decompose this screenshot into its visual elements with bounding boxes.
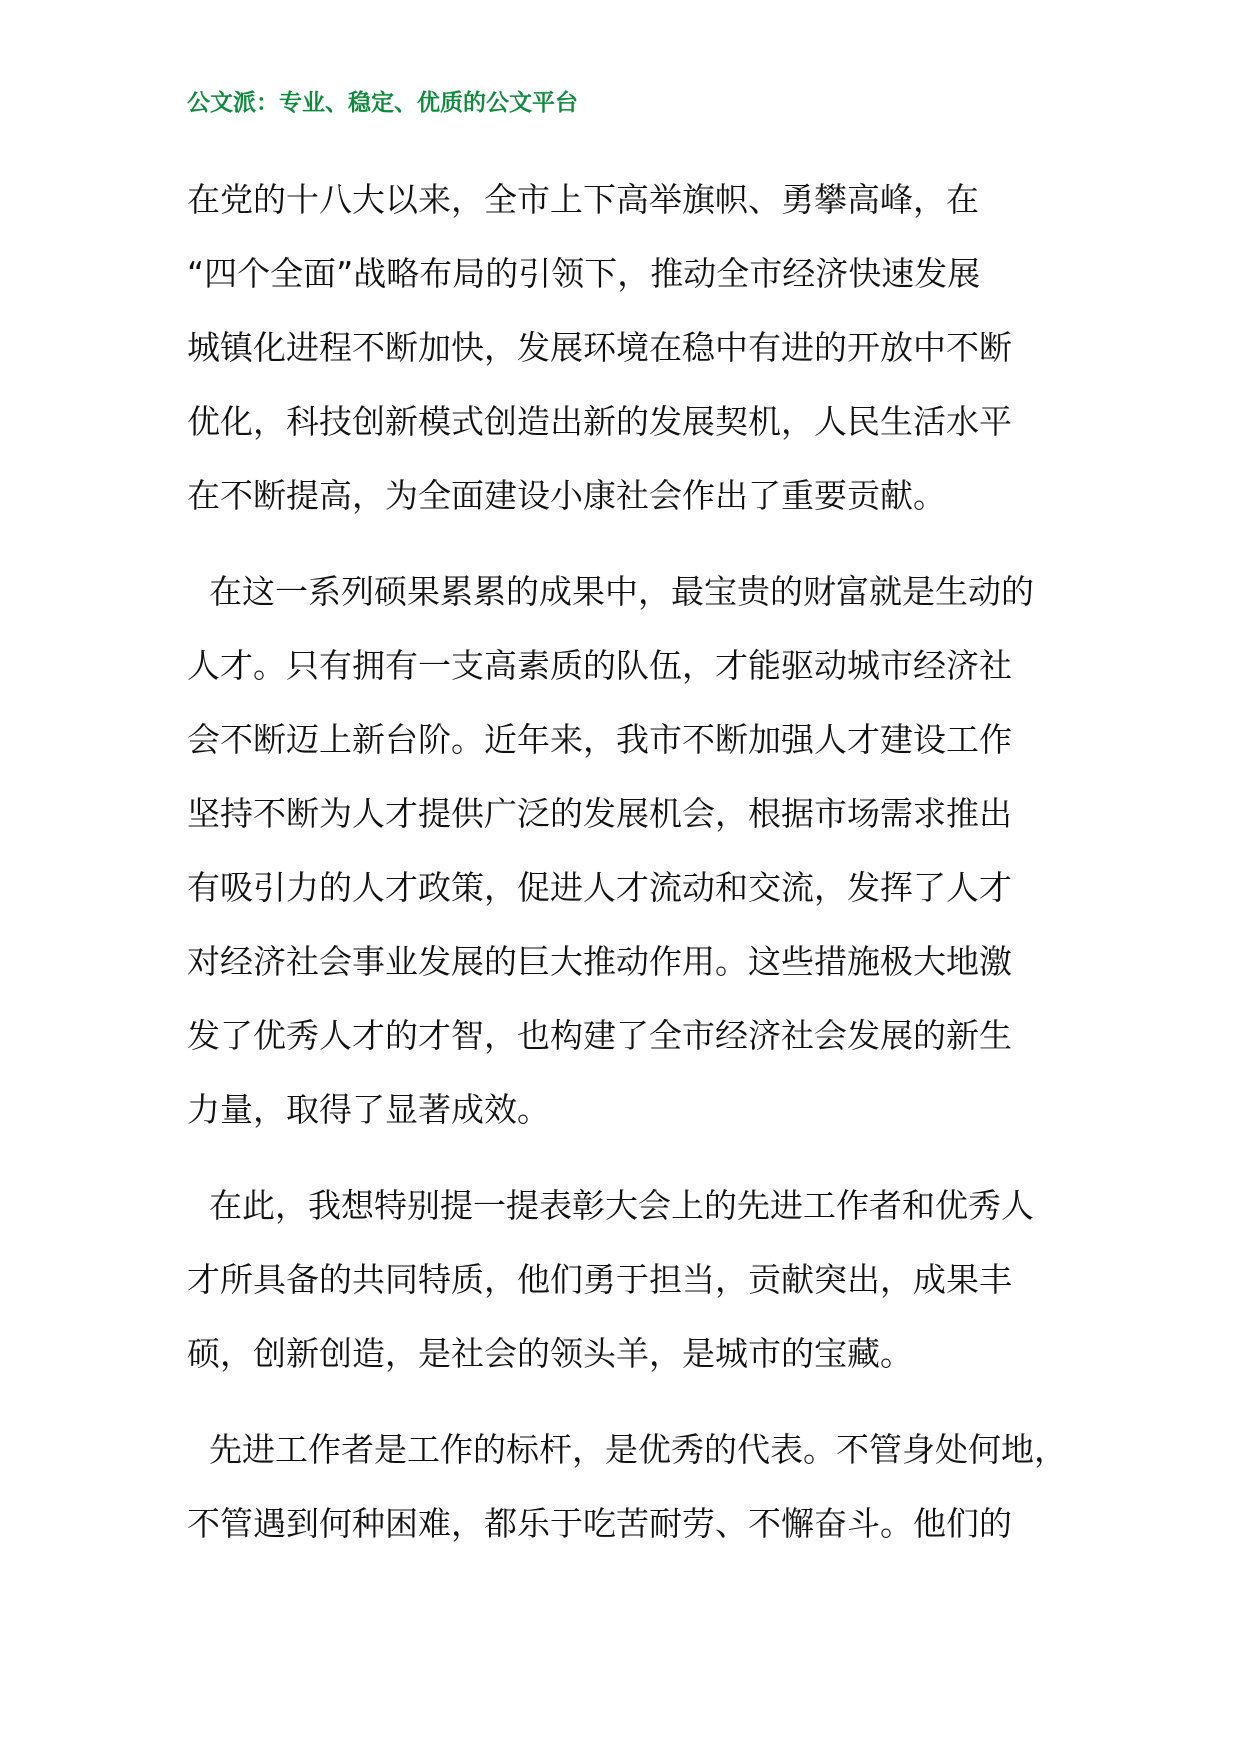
text-line: 不管遇到何种困难，都乐于吃苦耐劳、不懈奋斗。他们的: [187, 1504, 1012, 1543]
header-title: 公文派：专业、稳定、优质的公文平台: [187, 90, 578, 116]
text-line: 会不断迈上新台阶。近年来，我市不断加强人才建设工作: [187, 720, 1012, 759]
text-line: 在这一系列硕果累累的成果中，最宝贵的财富就是生动的: [209, 572, 1034, 611]
text-line: 有吸引力的人才政策，促进人才流动和交流，发挥了人才: [187, 868, 1012, 907]
text-line: 坚持不断为人才提供广泛的发展机会，根据市场需求推出: [187, 794, 1012, 833]
text-line: 城镇化进程不断加快，发展环境在稳中有进的开放中不断: [187, 328, 1012, 367]
paragraph: [187, 163, 1067, 533]
text-line: 硕，创新创造，是社会的领头羊，是城市的宝藏。: [187, 1334, 913, 1373]
document-body: [187, 163, 1067, 1561]
text-line: 人才。只有拥有一支高素质的队伍，才能驱动城市经济社: [187, 646, 1012, 685]
text-line: 力量，取得了显著成效。: [187, 1090, 550, 1129]
text-line: 先进工作者是工作的标杆，是优秀的代表。不管身处何地，: [209, 1430, 1067, 1469]
paragraph: [187, 1169, 1067, 1391]
text-line: 在不断提高，为全面建设小康社会作出了重要贡献。: [187, 476, 946, 515]
text-line: “四个全面”战略布局的引领下，推动全市经济快速发展: [187, 254, 981, 293]
text-line: 在此，我想特别提一提表彰大会上的先进工作者和优秀人: [209, 1186, 1034, 1225]
text-line: 才所具备的共同特质，他们勇于担当，贡献突出，成果丰: [187, 1260, 1012, 1299]
text-line: 对经济社会事业发展的巨大推动作用。这些措施极大地激: [187, 942, 1012, 981]
paragraph: [187, 1413, 1067, 1561]
text-line: 在党的十八大以来，全市上下高举旗帜、勇攀高峰，在: [187, 180, 979, 219]
paragraph: [187, 555, 1067, 1147]
text-line: 优化，科技创新模式创造出新的发展契机，人民生活水平: [187, 402, 1012, 441]
text-line: 发了优秀人才的才智，也构建了全市经济社会发展的新生: [187, 1016, 1012, 1055]
